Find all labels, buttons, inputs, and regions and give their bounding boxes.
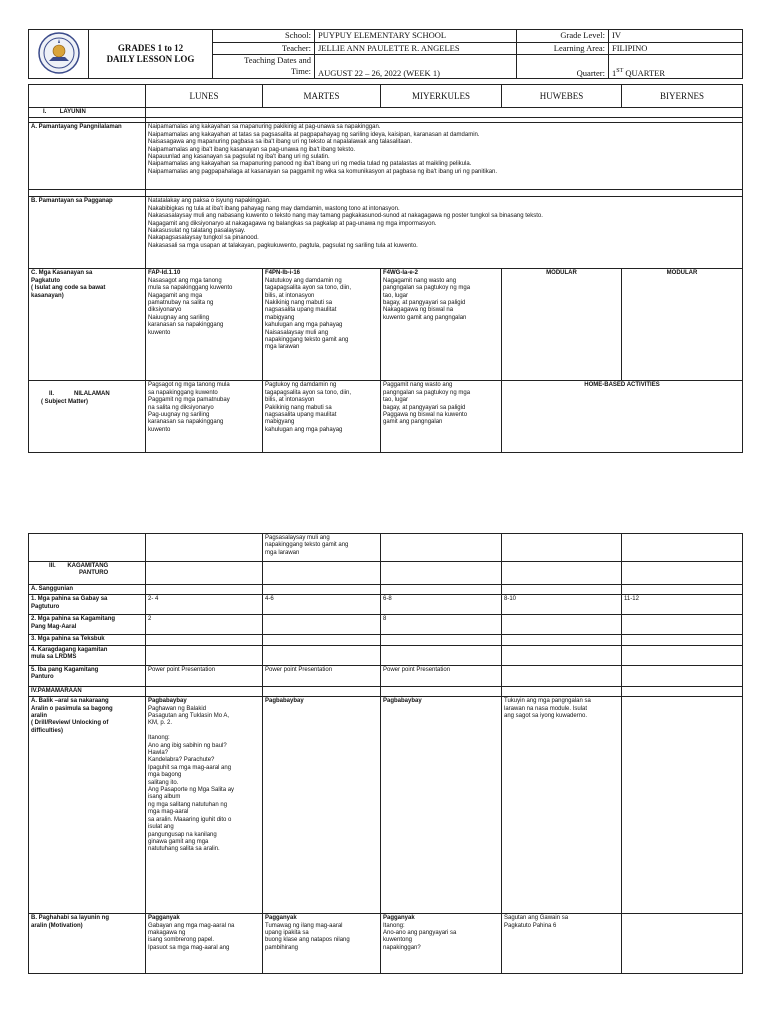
kagamitan-num: III. — [49, 563, 56, 569]
pg-line: Nakapagsasalaysay tungkol sa pinanood. — [148, 235, 259, 242]
balik-aral-label — [29, 697, 146, 914]
continuation-line: napakinggang teksto gamit ang — [265, 542, 349, 549]
quarter-text: QUARTER — [623, 68, 666, 78]
day-header-biyernes: BIYERNES — [622, 85, 743, 108]
lesson-table-page-1 — [28, 84, 743, 453]
paghahabi-title: Pagganyak — [148, 915, 180, 922]
balik-aral-label-line: A. Balik –aral sa nakaraang — [31, 698, 109, 705]
kasanayan-line: Naiuugnay ang sariling — [148, 314, 210, 321]
day-header-miyerkules: MIYERKULES — [381, 85, 502, 108]
paghahabi-label-line: B. Paghahabi sa layunin ng — [31, 915, 110, 922]
layunin-num: I. — [43, 109, 47, 115]
kasanayan-line: Natutukoy ang damdamin ng — [265, 277, 342, 284]
nilalaman-sub: ( Subject Matter) — [41, 398, 89, 405]
day-header-huwebes: HUWEBES — [502, 85, 622, 108]
kagamitan-label-1: KAGAMITANG — [67, 563, 109, 569]
continuation-line: mga larawan — [265, 549, 300, 556]
quarter-number: 1 — [612, 68, 617, 78]
ppt-lunes: Power point Presentation — [146, 665, 263, 686]
kasanayan-miyerkules — [381, 269, 502, 381]
pp-line: Napauunlad ang kasanayan sa pagsulat ng iba't ibang uri ng sulatin. — [148, 154, 330, 161]
pg-line: Nakabibigkas ng tula at iba't ibang pahayag nang may damdamin, wastong tono at intonasyon. — [148, 205, 400, 212]
kasanayan-line: Naisasalaysay muli ang — [265, 329, 329, 336]
row-label-line: 2. Mga pahina sa Kagamitang — [31, 616, 116, 623]
deped-seal-icon — [37, 31, 81, 75]
paghahabi-label — [29, 914, 146, 974]
lesson-table-page-2 — [28, 533, 743, 974]
kasanayan-line: kahulugan ang mga pahayag — [265, 322, 343, 329]
row-lrdms-label — [29, 645, 146, 665]
kasanayan-line: mula sa napakinggang kuwento — [148, 285, 233, 292]
nilalaman-line: Pag-uugnay ng sariling — [148, 412, 210, 419]
kagamitan-label-2: PANTURO — [79, 570, 109, 577]
grade-value: IV — [609, 30, 743, 43]
nilalaman-line: kahulugan ang mga pahayag — [265, 426, 343, 433]
kasanayan-miyerkules-code: F4WG-Ia-e-2 — [383, 270, 419, 277]
kasanayan-line: napakinggang teksto gamit ang — [265, 337, 349, 344]
paghahabi-line: Gabayan ang mga mag-aaral na — [148, 922, 235, 929]
paghahabi-line: buong klase ang natapos nilang — [265, 937, 350, 944]
nilalaman-line: Pagtukoy ng damdamin ng — [265, 382, 337, 389]
dates-label-2: Time: — [290, 66, 311, 76]
pg-line: Nakasusulat ng talatang pasalaysay. — [148, 228, 246, 235]
kasanayan-huwebes: MODULAR — [502, 269, 622, 381]
gabay-biyernes: 11-12 — [622, 595, 743, 615]
balik-aral-label-line: difficulties) — [31, 727, 64, 734]
nilalaman-line: nagsasalita upang maulitat — [265, 412, 337, 419]
nilalaman-text: NILALAMAN — [74, 391, 110, 398]
paghahabi-martes — [263, 914, 381, 974]
pamantayang-pangnilalaman-label: A. Pamantayang Pangnilalaman — [29, 123, 146, 190]
paghahabi-line: napakinggan? — [383, 944, 421, 951]
balik-aral-line: Hawla? — [148, 750, 169, 757]
kasanayan-label — [29, 269, 146, 381]
kasanayan-line: kuwento gamit ang pangngalan — [383, 314, 467, 321]
row-label-line: 5. Iba pang Kagamitang — [31, 666, 99, 673]
row-label-line: Pang Mag-Aaral — [31, 623, 77, 630]
kasanayan-line: pamatnubay na salita ng — [148, 300, 214, 307]
header-table — [28, 29, 743, 79]
paghahabi-line: Pagkatuto Pahina 6 — [504, 922, 557, 929]
pg-line: Nakasasali sa mga usapan at talakayan, pagkukuwento, pagtula, pagsulat ng sariling tula at kuwento. — [148, 242, 418, 249]
quarter-suffix: ST — [616, 68, 624, 75]
nilalaman-line: tao, lugar — [383, 397, 409, 404]
kasanayan-line: bilis, at intonasyon — [265, 292, 315, 299]
kasanayan-biyernes: MODULAR — [622, 269, 743, 381]
ppt-miyerkules: Power point Presentation — [381, 665, 502, 686]
pp-line: Naipamamalas ang pagpapahalaga at kasanayan sa paggamit ng wika sa komunikasyon at pagbasa ng iba't ibang uri ng panitikan. — [148, 168, 498, 175]
dates-value: AUGUST 22 – 26, 2022 (WEEK 1) — [315, 55, 517, 79]
nilalaman-huwebes-biyernes: HOME-BASED ACTIVITIES — [502, 381, 743, 453]
nilalaman-line: gamit ang pangngalan — [383, 419, 443, 426]
row-kagamitang-label — [29, 615, 146, 635]
kasanayan-line: mabigyang — [265, 314, 295, 321]
paghahabi-line: makagawa ng — [148, 930, 186, 937]
balik-aral-lunes — [146, 697, 263, 914]
kasanayan-line: tagapagsalita ayon sa tono, diin, — [265, 285, 352, 292]
balik-aral-line: sa aralin. Maaaring iguhit dito o — [148, 816, 232, 823]
gabay-huwebes: 8-10 — [502, 595, 622, 615]
balik-aral-line: natutuhang salita sa aralin. — [148, 846, 220, 853]
kasanayan-line: Nagagamit ang mga — [148, 292, 203, 299]
paghahabi-huwebes — [502, 914, 622, 974]
nilalaman-line: Pakikinig nang mabuti sa — [265, 404, 332, 411]
gabay-lunes: 2- 4 — [146, 595, 263, 615]
balik-aral-line: mga bagong — [148, 772, 182, 779]
nilalaman-line: Pagsagot ng mga tanong mula — [148, 382, 230, 389]
kagamitang-lunes: 2 — [146, 615, 263, 635]
kasanayan-line: pangngalan sa pagtukoy ng mga — [383, 285, 471, 292]
kasanayan-line: Nagagamit nang wasto ang — [383, 277, 457, 284]
pp-line: Naipamamalas ang kakayahan sa mapanuring panood ng iba't ibang uri ng media tulad ng patalastas at maikling pelikula. — [148, 161, 472, 168]
nilalaman-line: bagay, at pangyayari sa paligid — [383, 404, 466, 411]
title-grades: GRADES 1 to 12 — [117, 43, 184, 53]
balik-aral-line: isulat ang — [148, 824, 174, 831]
pg-line: Nagagamit ang diksiyonaryo at nakagagawa ng balangkas sa pagkalap at pag-unawa ng mga impormasyon. — [148, 220, 437, 227]
gabay-martes: 4-6 — [263, 595, 381, 615]
title-daily-lesson-log: DAILY LESSON LOG — [106, 54, 195, 64]
nilalaman-line: pangngalan sa pagtukoy ng mga — [383, 389, 471, 396]
pg-line: Nakasasalaysay muli ang nabasang kuwento o teksto nang may tamang pagkakasunod-sunod at nakagagawa ng poster tungkol sa binasang teksto. — [148, 213, 543, 220]
kasanayan-line: tao, lugar — [383, 292, 409, 299]
paghahabi-title: Pagganyak — [383, 915, 415, 922]
nilalaman-miyerkules — [381, 381, 502, 453]
balik-aral-line: pangungusap na kanilang — [148, 831, 217, 838]
sanggunian-label: A. Sanggunian — [29, 585, 146, 595]
balik-aral-lunes-title: Pagbabaybay — [148, 698, 187, 705]
kasanayan-lunes-code: FAP-Id.1.10 — [148, 270, 181, 277]
kagamitan-label — [29, 562, 146, 585]
kagamitang-miyerkules: 8 — [381, 615, 502, 635]
kasanayan-line: kuwento — [148, 329, 171, 336]
nilalaman-label — [29, 381, 146, 453]
balik-aral-line: Paghawan ng Balakid — [148, 705, 207, 712]
area-label: Learning Area: — [517, 42, 609, 55]
continuation-martes — [263, 534, 381, 562]
quarter-value — [609, 55, 743, 79]
kagamitang-martes — [263, 615, 381, 635]
row-label-line: 3. Mga pahina sa Teksbuk — [31, 636, 105, 643]
balik-aral-line: Ano ang ibig sabihin ng baul? — [148, 742, 227, 749]
paghahabi-line: upang ipakita sa — [265, 930, 309, 937]
row-label-line: Pagtuturo — [31, 603, 60, 610]
pp-line: Naipamamalas ang kakayahan sa mapanuring pakikinig at pag-unawa sa napakinggan. — [148, 124, 381, 131]
paghahabi-line: Ano-ano ang pangyayari sa — [383, 930, 457, 937]
kasanayan-line: Nakagagawa ng biswal na — [383, 307, 454, 314]
balik-aral-line: Itanong: — [148, 735, 170, 742]
continuation-line: Pagsasalaysay muli ang — [265, 535, 330, 541]
kasanayan-lunes — [146, 269, 263, 381]
paghahabi-line: Tumawag ng ilang mag-aaral — [265, 922, 343, 929]
kasanayan-label-line: kasanayan) — [31, 292, 64, 299]
nilalaman-line: kuwento — [148, 426, 171, 433]
balik-aral-line: isang album — [148, 794, 181, 801]
paghahabi-lunes — [146, 914, 263, 974]
kasanayan-line: Nakikinig nang mabuti sa — [265, 300, 333, 307]
nilalaman-line: bilis, at intonasyon — [265, 397, 315, 404]
kagamitang-biyernes — [622, 615, 743, 635]
nilalaman-num: II. — [49, 391, 55, 398]
nilalaman-line: Paggamit nang wasto ang — [383, 382, 453, 389]
paghahabi-line: Ipasuot sa mga mag-aaral ang — [148, 944, 230, 951]
nilalaman-line: Paggamit ng mga pamatnubay — [148, 397, 230, 404]
nilalaman-line: karanasan sa napakinggang — [148, 419, 224, 426]
paghahabi-line: Sagutan ang Gawain sa — [504, 915, 569, 922]
teacher-value: JELLIE ANN PAULETTE R. ANGELES — [315, 42, 517, 55]
kagamitang-huwebes — [502, 615, 622, 635]
row-label-line: Panturo — [31, 674, 54, 681]
kasanayan-line: diksiyonaryo — [148, 307, 182, 314]
balik-aral-line: ginawa gamit ang mga — [148, 838, 209, 845]
pp-line: Naipamamalas ang kakayahan at tatas sa pagsasalita at pagpapahayag ng sariling ideya, kaisipan, karanasan at damdamin. — [148, 131, 480, 138]
balik-aral-line: ang sagot sa iyong kuwaderno. — [504, 713, 588, 720]
pamamaraan-label: IV.PAMAMARAAN — [29, 686, 146, 696]
paghahabi-line: Itanong: — [383, 922, 405, 929]
kasanayan-line: mga larawan — [265, 344, 300, 351]
balik-aral-label-line: ( Drill/Review/ Unlocking of — [31, 720, 109, 727]
pp-line: Naisasagawa ang mapanuring pagbasa sa iba't ibang uri ng teksto at napalalawak ang talasalitaan. — [148, 139, 412, 146]
school-label: School: — [213, 30, 315, 43]
pg-line: Natatalakay ang paksa o isyung napakinggan. — [148, 198, 271, 205]
balik-aral-line: Pasagutan ang Tuklasin Mo A, — [148, 713, 230, 720]
balik-aral-line: mga mag-aaral — [148, 809, 189, 816]
kasanayan-line: bagay, at pangyayari sa paligid — [383, 300, 466, 307]
paghahabi-line: pambihirang — [265, 944, 299, 951]
kasanayan-martes — [263, 269, 381, 381]
day-header-martes: MARTES — [263, 85, 381, 108]
ppt-martes: Power point Presentation — [263, 665, 381, 686]
teacher-label: Teacher: — [213, 42, 315, 55]
layunin-label: LAYUNIN — [59, 109, 86, 115]
nilalaman-line: na salita ng diksiyonaryo — [148, 404, 214, 411]
paghahabi-line: kuwentong — [383, 937, 413, 944]
kasanayan-label-line: C. Mga Kasanayan sa — [31, 270, 93, 277]
paghahabi-miyerkules — [381, 914, 502, 974]
pamantayan-sa-pagganap-label: B. Pamantayan sa Pagganap — [29, 197, 146, 269]
paghahabi-title: Pagganyak — [265, 915, 297, 922]
pp-line: Naipamamalas ang iba't ibang kasanayan sa pag-unawa ng iba't ibang teksto. — [148, 146, 356, 153]
pamantayang-pangnilalaman-content — [146, 123, 743, 190]
gabay-miyerkules: 6-8 — [381, 595, 502, 615]
nilalaman-line: tagapagsalita ayon sa tono, diin, — [265, 389, 352, 396]
row-label-line: 1. Mga pahina sa Gabay sa — [31, 596, 108, 603]
balik-aral-line: Ipaguhit sa mga mag-aaral ang — [148, 764, 232, 771]
area-value: FILIPINO — [609, 42, 743, 55]
row-teksbuk-label — [29, 635, 146, 645]
balik-aral-line: Kandelabra? Parachute? — [148, 757, 215, 764]
pamantayan-sa-pagganap-content — [146, 197, 743, 269]
row-label-line: mula sa LRDMS — [31, 654, 77, 661]
nilalaman-lunes — [146, 381, 263, 453]
balik-aral-martes: Pagbabaybay — [263, 697, 381, 914]
nilalaman-line: sa napakinggang kuwento — [148, 389, 218, 396]
balik-aral-line-spacer — [148, 728, 260, 735]
kasanayan-line: Nasasagot ang mga tanong — [148, 277, 222, 284]
balik-aral-label-line: aralin — [31, 713, 48, 720]
nilalaman-line: Paggawa ng biswal na kuwento — [383, 412, 468, 419]
balik-aral-line: ng mga salitang natutuhan ng — [148, 801, 228, 808]
section-layunin — [29, 108, 146, 118]
balik-aral-line: Ang Pasaporte ng Mga Salita ay — [148, 787, 235, 794]
paghahabi-line: isang sombrerong papel. — [148, 937, 215, 944]
kasanayan-martes-code: F4PN-Ib-i-16 — [265, 270, 301, 277]
nilalaman-line: mabigyang — [265, 419, 295, 426]
day-header-lunes: LUNES — [146, 85, 263, 108]
kasanayan-line: nagsasalita upang maulitat — [265, 307, 337, 314]
nilalaman-martes — [263, 381, 381, 453]
kasanayan-label-line: Pagkatuto — [31, 277, 61, 284]
kasanayan-label-line: ( Isulat ang code sa bawat — [31, 285, 106, 292]
balik-aral-line: larawan na nasa module. Isulat — [504, 705, 588, 712]
paghahabi-label-line: aralin (Motivation) — [31, 922, 83, 929]
quarter-label: Quarter: — [517, 55, 609, 79]
balik-aral-line: salitang ito. — [148, 779, 179, 786]
logo-cell — [29, 30, 89, 79]
dates-label-1: Teaching Dates and — [244, 55, 311, 65]
balik-aral-label-line: Aralin o pasimula sa bagong — [31, 705, 113, 712]
row-iba-pang-label — [29, 665, 146, 686]
kasanayan-line: karanasan sa napakinggang — [148, 322, 224, 329]
balik-aral-line: KM, p. 2. — [148, 720, 173, 727]
row-label-line: 4. Karagdagang kagamitan — [31, 646, 108, 653]
balik-aral-line: Tukuyin ang mga pangngalan sa — [504, 698, 591, 705]
balik-aral-miyerkules: Pagbabaybay — [381, 697, 502, 914]
school-value: PUYPUY ELEMENTARY SCHOOL — [315, 30, 517, 43]
grade-label: Grade Level: — [517, 30, 609, 43]
balik-aral-huwebes — [502, 697, 622, 914]
row-gabay-label — [29, 595, 146, 615]
